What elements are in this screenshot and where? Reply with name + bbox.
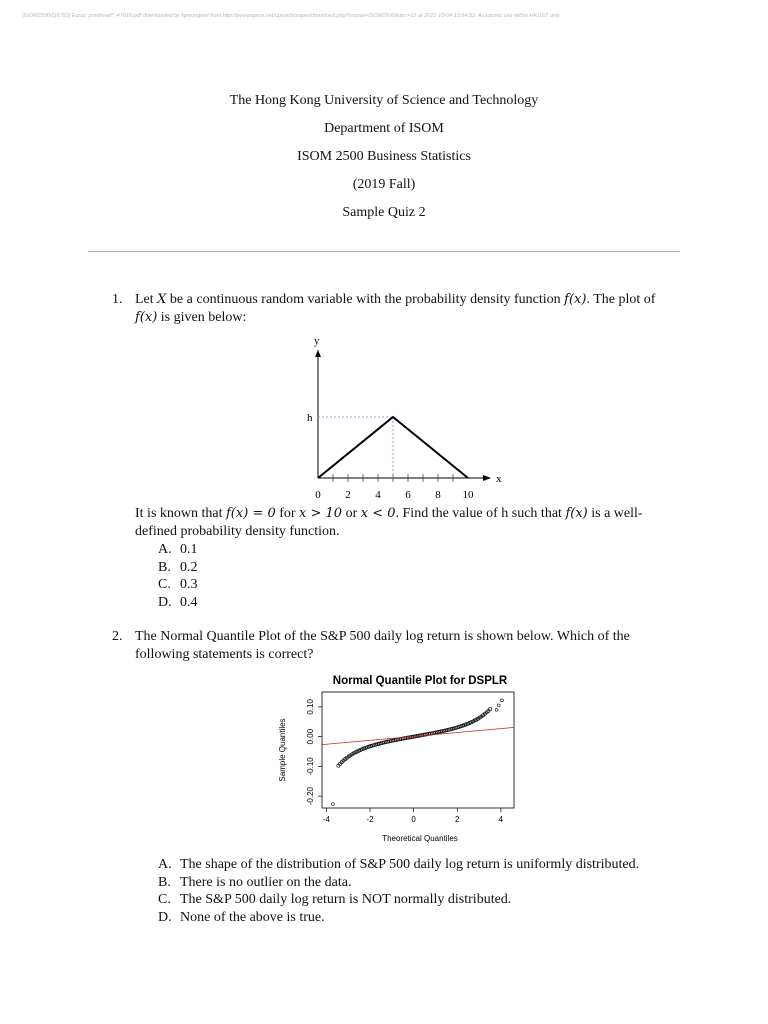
outlier-point — [332, 803, 335, 806]
download-watermark: [ISOM2500(5)5793] Equiz: printhead*_47816.pdf downloaded by kpwungwid from http://peerpapers.net/uploads/paper/download.php?course=ISOM2500&doc=12 at 2021-10-04 13:54:52. Academic use within HKUST only. — [22, 13, 562, 19]
question-2-text — [135, 628, 670, 664]
outlier-point — [497, 704, 500, 707]
q1-math-fx: f(x) — [564, 292, 587, 307]
x-tick-label: 4 — [375, 489, 381, 501]
q2-option-d[interactable] — [158, 909, 639, 927]
reference-line — [322, 727, 514, 744]
x-axis-label: x — [496, 473, 502, 485]
q1-text-part: is a well- — [587, 506, 643, 521]
x-tick-label: 10 — [462, 489, 474, 501]
option-text: None of the above is true. — [180, 909, 325, 925]
chart-title: Normal Quantile Plot for DSPLR — [332, 675, 508, 687]
x-tick-label: -4 — [322, 815, 330, 824]
outlier-point — [495, 708, 498, 711]
q1-math: x < 0 — [360, 506, 396, 521]
q1-option-d[interactable] — [158, 594, 198, 612]
q1-text-part: It is known that — [135, 506, 226, 521]
outlier-point — [501, 699, 504, 702]
q1-option-c[interactable] — [158, 576, 198, 594]
question-1-options — [158, 541, 198, 611]
x-tick-label: 8 — [435, 489, 441, 501]
peak-label: h — [307, 412, 313, 424]
q2-text-part: following statements is correct? — [135, 647, 314, 662]
y-axis-arrow-icon — [315, 350, 321, 357]
department-name: Department of ISOM — [324, 121, 444, 136]
question-2-number: 2. — [112, 629, 123, 644]
x-axis-arrow-icon — [483, 475, 491, 481]
q1-text-part: be a continuous random variable with the probability density function — [166, 292, 565, 307]
q1-math: x > 10 — [299, 506, 343, 521]
y-tick-label: -0.10 — [306, 757, 315, 776]
question-1-text — [135, 291, 670, 327]
x-axis-label: Theoretical Quantiles — [382, 834, 458, 843]
option-letter: C. — [158, 577, 171, 592]
x-tick-label: 2 — [345, 489, 351, 501]
y-axis-label: Sample Quantiles — [278, 718, 287, 782]
pdf-triangle-plot — [290, 330, 510, 505]
q2-option-a[interactable] — [158, 856, 639, 874]
x-tick-label: -2 — [366, 815, 374, 824]
option-letter: B. — [158, 874, 171, 890]
option-text: 0.3 — [180, 577, 198, 592]
x-tick-label: 0 — [315, 489, 321, 501]
q1-text-part: . Find the value of h such that — [395, 506, 566, 521]
question-2-options — [158, 856, 639, 926]
course-name: ISOM 2500 Business Statistics — [297, 149, 471, 164]
option-letter: B. — [158, 559, 171, 575]
q1-condition-text — [135, 505, 670, 541]
option-text: The S&P 500 daily log return is NOT normally distributed. — [180, 892, 512, 907]
x-tick-label: 6 — [405, 489, 411, 501]
q2-option-b[interactable] — [158, 874, 639, 892]
university-name: The Hong Kong University of Science and Technology — [229, 93, 539, 108]
option-letter: D. — [158, 594, 172, 610]
y-tick-label: -0.20 — [306, 786, 315, 806]
y-axis-label: y — [314, 335, 320, 347]
option-text: 0.1 — [180, 542, 198, 557]
q1-text-part: defined probability density function. — [135, 524, 340, 539]
q1-math-var: X — [157, 292, 167, 307]
document-header — [0, 90, 768, 230]
option-text: 0.4 — [180, 594, 198, 610]
q1-option-b[interactable] — [158, 559, 198, 577]
q1-text-part: is given below: — [157, 310, 247, 325]
option-letter: A. — [158, 857, 172, 872]
q1-math-fx: f(x) — [135, 310, 158, 325]
option-text: There is no outlier on the data. — [180, 874, 352, 890]
question-1-number: 1. — [112, 292, 123, 307]
q1-text-part: for — [275, 506, 300, 521]
q1-text-part: . The plot of — [586, 292, 656, 307]
option-letter: D. — [158, 909, 172, 925]
option-letter: C. — [158, 892, 171, 907]
option-text: 0.2 — [180, 559, 198, 575]
option-text: The shape of the distribution of S&P 500 daily log return is uniformly distributed. — [180, 857, 640, 872]
q1-math: f(x) — [565, 506, 588, 521]
q1-text-part: or — [342, 506, 361, 521]
plot-frame — [322, 692, 514, 808]
header-divider — [88, 251, 680, 252]
x-tick-label: 0 — [411, 815, 416, 824]
normal-quantile-plot — [270, 670, 530, 850]
q2-text-part: The Normal Quantile Plot of the S&P 500 daily log return is shown below. Which of the — [135, 629, 630, 644]
option-letter: A. — [158, 542, 172, 557]
q1-option-a[interactable] — [158, 541, 198, 559]
q1-math: f(x) = 0 — [226, 506, 276, 521]
term: (2019 Fall) — [352, 177, 416, 192]
y-tick-label: 0.00 — [306, 728, 315, 745]
x-tick-label: 4 — [498, 815, 504, 824]
quiz-title: Sample Quiz 2 — [342, 205, 426, 220]
x-tick-label: 2 — [455, 815, 460, 824]
q2-option-c[interactable] — [158, 891, 639, 909]
y-tick-label: 0.10 — [306, 699, 315, 715]
q1-text-part: Let — [135, 292, 158, 307]
